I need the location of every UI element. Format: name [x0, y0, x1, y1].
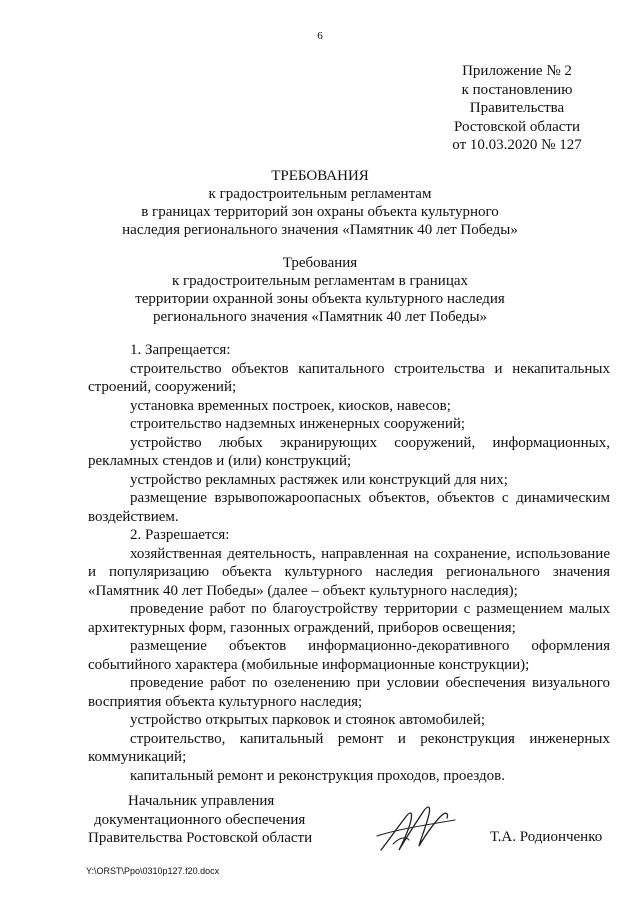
title-line: в границах территорий зон охраны объекта культурного: [141, 204, 499, 220]
file-path-footer: Y:\ORST\Ppo\0310p127.f20.docx: [86, 866, 220, 876]
list-item: устройство открытых парковок и стоянок автомобилей;: [130, 712, 486, 728]
handwritten-signature: [375, 800, 460, 858]
page-number: 6: [317, 30, 323, 42]
position-line: документационного обеспечения: [94, 811, 306, 828]
appendix-line: Приложение № 2: [462, 63, 572, 79]
appendix-header: [432, 62, 602, 155]
document-body: [88, 341, 610, 785]
position-line: Правительства Ростовской области: [88, 830, 313, 846]
list-item: устройство рекламных растяжек или конструкций для них;: [130, 471, 508, 488]
list-item: строительство объектов капитального строительства и некапитальных строений, сооружений;: [88, 360, 610, 395]
subtitle-line: территории охранной зоны объекта культурного наследия: [135, 291, 505, 307]
list-item: проведение работ по благоустройству территории с размещением малых архитектурных форм, газонных ограждений, приборов освещения;: [88, 601, 610, 636]
list-item: строительство надземных инженерных сооружений;: [130, 416, 466, 432]
subtitle-line: Требования: [282, 255, 358, 271]
list-item: капитальный ремонт и реконструкция проходов, проездов.: [130, 767, 506, 784]
list-item: проведение работ по озеленению при условии обеспечения визуального восприятия объекта культурного наследия;: [88, 675, 610, 710]
list-item: размещение объектов информационно-декоративного оформления событийного характера (мобильные информационные конструкции);: [88, 638, 610, 673]
list-item: размещение взрывопожароопасных объектов, объектов с динамическим воздействием.: [88, 490, 610, 525]
signatory-position: [88, 792, 328, 848]
title-line: к градостроительным регламентам: [208, 186, 432, 202]
signatory-name: Т.А. Родионченко: [490, 829, 603, 845]
title-line: ТРЕБОВАНИЯ: [271, 168, 369, 184]
appendix-line: Правительства: [469, 100, 565, 116]
section-title: [70, 254, 570, 326]
list-item: устройство любых экранирующих сооружений, информационных, рекламных стендов и (или) конструкций;: [88, 434, 610, 469]
appendix-line: от 10.03.2020 № 127: [452, 137, 582, 153]
title-line: наследия регионального значения «Памятник 40 лет Победы»: [122, 222, 518, 238]
list-item: строительство, капитальный ремонт и реконструкция инженерных коммуникаций;: [88, 730, 610, 765]
appendix-line: к постановлению: [461, 81, 573, 98]
appendix-line: Ростовской области: [454, 118, 580, 135]
subtitle-line: к градостроительным регламентам в границах: [171, 273, 469, 289]
list-item: установка временных построек, киосков, навесов;: [130, 397, 451, 414]
document-title: [70, 167, 570, 239]
subtitle-line: регионального значения «Памятник 40 лет Победы»: [152, 309, 488, 325]
position-line: Начальник управления: [128, 793, 275, 809]
heading-prohibited: 1. Запрещается:: [130, 342, 231, 358]
heading-permitted: 2. Разрешается:: [130, 527, 230, 543]
list-item: хозяйственная деятельность, направленная на сохранение, использование и популяризацию объекта культурного наследия регионального значения «Памятник 40 лет Победы» (далее – объект культурного наследия);: [88, 545, 610, 599]
